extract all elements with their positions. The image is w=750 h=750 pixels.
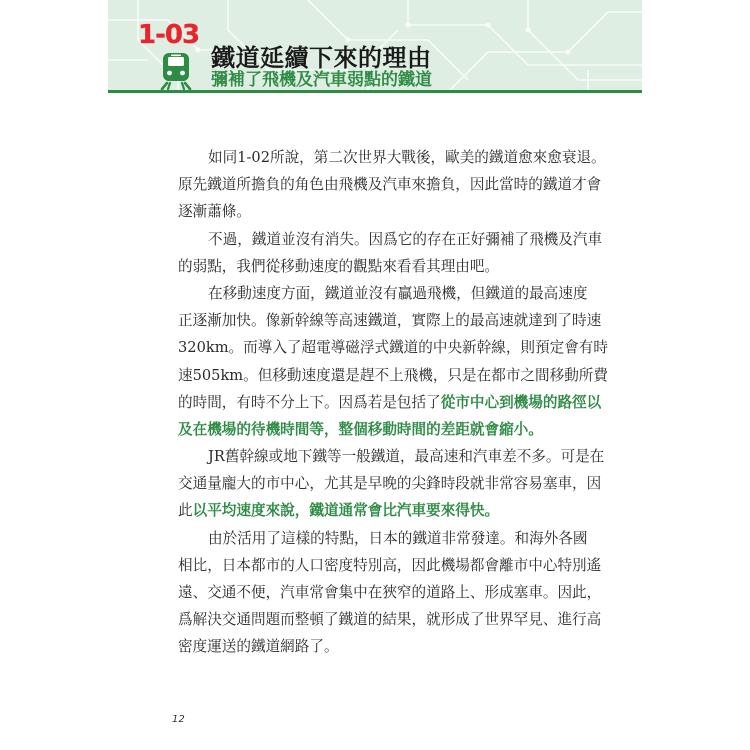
paragraph-2-line-1: 不過，鐵道並沒有消失。因爲它的存在正好彌補了飛機及汽車 [208, 230, 603, 248]
paragraph-5-line-4: 爲解決交通問題而整頓了鐵道的結果，就形成了世界罕見、進行高 [178, 611, 602, 629]
paragraph-3-line-3: 320km。而導入了超電導磁浮式鐵道的中央新幹線，則預定會有時 [178, 339, 608, 357]
paragraph-5-line-1: 由於活用了這樣的特點，日本的鐵道非常發達。和海外各國 [208, 529, 588, 547]
paragraph-3-line-1: 在移動速度方面，鐵道並沒有贏過飛機，但鐵道的最高速度 [208, 284, 588, 302]
paragraph-2-line-2: 的弱點，我們從移動速度的觀點來看看其理由吧。 [178, 257, 500, 275]
paragraph-3-line-5 [178, 389, 602, 416]
highlight-airport-route: 從市中心到機場的路徑以 [440, 393, 602, 411]
chapter-title: 鐵道延續下來的理由 [211, 44, 432, 72]
paragraph-4-line-1: JR舊幹線或地下鐵等一般鐵道，最高速和汽車差不多。可是在 [208, 448, 605, 466]
chapter-subtitle: 彌補了飛機及汽車弱點的鐵道 [211, 70, 432, 90]
paragraph-5-line-3: 遠、交通不便，汽車常會集中在狹窄的道路上、形成塞車。因此， [178, 584, 602, 601]
train-icon [158, 52, 194, 90]
highlight-waiting-time: 及在機場的待機時間等，整個移動時間的差距就會縮小。 [178, 420, 543, 438]
paragraph-3-line-2: 正逐漸加快。像新幹線等高速鐵道，實際上的最高速就達到了時速 [178, 312, 602, 330]
paragraph-5-line-5: 密度運送的鐵道網路了。 [178, 638, 339, 656]
highlight-average-speed: 以平均速度來說，鐵道通常會比汽車要來得快。 [192, 502, 500, 520]
chapter-number: 1-03 [138, 20, 200, 50]
paragraph-3-line-4: 速505km。但移動速度還是趕不上飛機，只是在都市之間移動所費 [178, 366, 608, 384]
paragraph-4-line-2: 交通量龐大的市中心，尤其是早晚的尖鋒時段就非常容易塞車，因 [178, 475, 602, 493]
body-text [178, 144, 608, 661]
paragraph-1-line-3: 逐漸蕭條。 [178, 203, 251, 221]
paragraph-4-line-3-text: 此 [178, 502, 193, 520]
paragraph-1-line-2: 原先鐵道所擔負的角色由飛機及汽車來擔負，因此當時的鐵道才會 [178, 176, 602, 194]
paragraph-3-line-5-text: 的時間，有時不分上下。因爲若是包括了 [178, 393, 441, 411]
paragraph-5-line-2: 相比，日本都市的人口密度特別高，因此機場都會離市中心特別遙 [178, 556, 602, 574]
page-number: 12 [172, 714, 185, 725]
header-rule [108, 90, 642, 93]
paragraph-1-line-1: 如同1-02所說，第二次世界大戰後，歐美的鐵道愈來愈衰退。 [208, 149, 606, 166]
paragraph-4-line-3 [178, 497, 578, 524]
